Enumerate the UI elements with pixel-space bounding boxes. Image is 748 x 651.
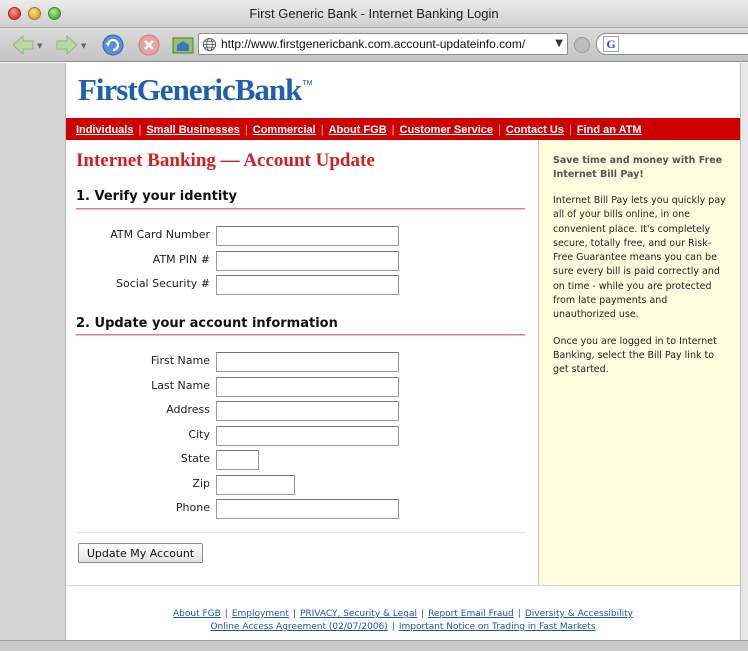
social-security-label: Social Security # [116,277,210,290]
sidebar-paragraph: Once you are logged in to Internet Banking, select the Bill Pay link to get started. [553,335,717,376]
sidebar-paragraph: Internet Bill Pay lets you quickly pay all of your bills online, in one convenient place. It's completely secure, totally free, and our Risk-Free Guarantee means you can be sure every bill is paid correctly and on time - while you are protected from late payments and unauthorized use. [553,195,726,321]
footer-separator: | [292,609,296,619]
last-name-label: Last Name [151,379,210,392]
nav-contact-us[interactable]: Contact Us [505,124,564,136]
form-row-city [76,426,406,446]
search-bar[interactable] [596,33,748,55]
footer-divider [66,585,740,586]
forward-arrow-icon[interactable] [54,32,80,58]
status-bar [0,640,748,651]
footer-link-diversity[interactable]: Diversity & Accessibility [524,609,633,619]
form-row-state [76,450,406,470]
footer-link-employment[interactable]: Employment [231,609,289,619]
last-name-field[interactable] [216,377,399,397]
atm-card-number-field[interactable] [216,226,399,246]
footer-separator: | [224,609,228,619]
atm-pin-field[interactable] [216,251,399,271]
footer-links-row-2 [66,614,740,633]
forward-dropdown-icon[interactable]: ▼ [81,42,87,50]
logo-text: FirstGenericBank [78,72,302,107]
footer-separator: | [391,622,395,632]
nav-customer-service[interactable]: Customer Service [399,124,494,136]
zip-label: Zip [192,477,210,490]
url-history-dropdown-icon[interactable]: ▼ [555,38,563,49]
city-field[interactable] [216,426,399,446]
footer-link-online-access-agreement[interactable]: Online Access Agreement (02/07/2006) [210,622,388,632]
sidebar-headline: Save time and money with Free Internet Bill Pay! [553,155,723,180]
form-row-first-name [76,352,406,372]
go-button[interactable] [574,37,590,53]
page-scrollbar-track[interactable] [740,63,748,641]
page-left-gutter [0,63,66,641]
first-name-label: First Name [150,354,210,367]
reload-icon[interactable] [100,32,126,58]
stop-icon[interactable] [136,32,162,58]
section-divider [76,208,525,210]
footer-link-fast-markets-notice[interactable]: Important Notice on Trading in Fast Markets [398,622,596,632]
state-label: State [180,452,210,465]
logo-trademark: TM [302,80,313,87]
bank-logo[interactable] [78,72,312,108]
address-bar[interactable] [198,33,568,55]
section-heading-verify: 1. Verify your identity [76,189,237,204]
footer-link-report-email-fraud[interactable]: Report Email Fraud [428,609,514,619]
main-nav [66,118,740,140]
section-heading-update: 2. Update your account information [76,316,338,331]
atm-pin-label: ATM PIN # [152,253,210,266]
atm-card-number-label: ATM Card Number [110,228,210,241]
browser-toolbar [0,28,748,62]
form-row-address [76,401,406,421]
nav-separator: | [138,124,142,136]
nav-individuals[interactable]: Individuals [76,124,134,136]
nav-about-fgb[interactable]: About FGB [328,124,387,136]
section-divider [76,334,525,336]
nav-commercial[interactable]: Commercial [252,124,316,136]
search-engine-icon[interactable]: G [603,36,619,52]
nav-small-businesses[interactable]: Small Businesses [146,124,240,136]
update-account-button[interactable]: Update My Account [78,543,203,563]
back-dropdown-icon[interactable]: ▼ [37,42,43,50]
form-row-atm-pin [76,251,406,271]
home-icon[interactable] [170,32,196,58]
footer-link-privacy[interactable]: PRIVACY, Security & Legal [299,609,418,619]
phone-field[interactable] [216,499,399,519]
nav-separator: | [320,124,324,136]
first-name-field[interactable] [216,352,399,372]
footer-separator: | [517,609,521,619]
footer-separator: | [421,609,425,619]
site-globe-icon [202,37,217,52]
form-row-last-name [76,377,406,397]
url-text[interactable]: http://www.firstgenericbank.com.account-updateinfo.com/ [221,37,526,51]
bill-pay-sidebar [538,140,740,585]
window-titlebar [0,0,748,28]
address-label: Address [166,403,210,416]
window-title: First Generic Bank - Internet Banking Login [249,6,499,21]
nav-separator: | [391,124,395,136]
nav-separator: | [244,124,248,136]
phone-label: Phone [175,501,210,514]
footer-link-about-fgb[interactable]: About FGB [173,609,221,619]
social-security-field[interactable] [216,275,399,295]
form-row-atm-card-number [76,226,406,246]
zip-field[interactable] [216,475,295,495]
address-field[interactable] [216,401,399,421]
form-divider [76,532,525,533]
page-title: Internet Banking — Account Update [76,150,375,171]
nav-find-an-atm[interactable]: Find an ATM [576,124,642,136]
form-row-zip [76,475,406,495]
nav-separator: | [498,124,501,136]
state-field[interactable] [216,450,259,470]
nav-separator: | [568,124,572,136]
back-arrow-icon[interactable] [10,32,36,58]
form-row-social-security [76,275,406,295]
city-label: City [188,428,210,441]
form-row-phone [76,499,406,519]
